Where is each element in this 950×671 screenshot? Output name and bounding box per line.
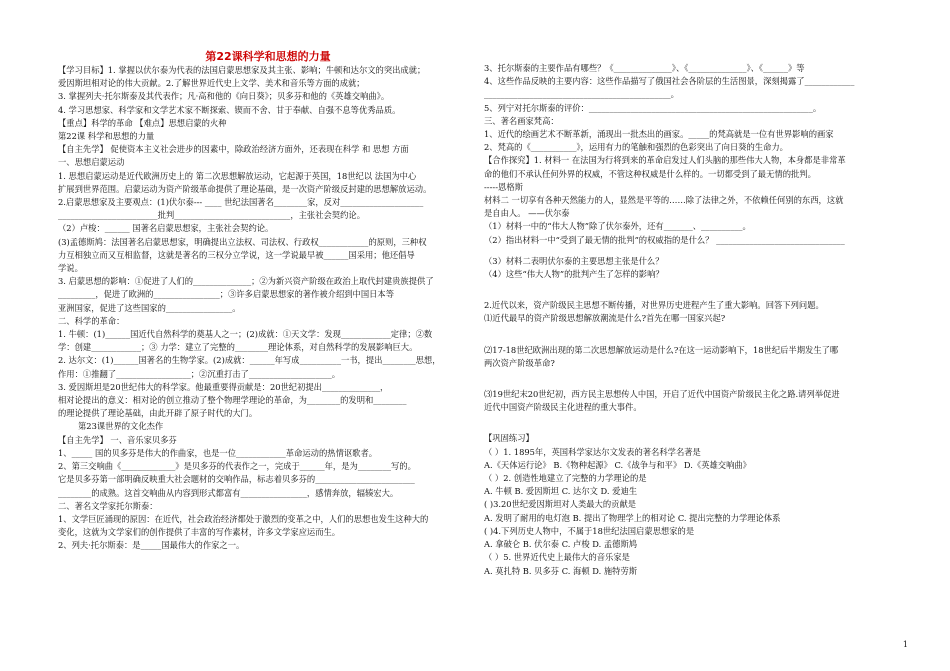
text-line: 1. 牛顿：(1)______国近代自然科学的奠基人之一；(2)成就：①天文学：发现____________定律；②数 (58, 329, 433, 340)
text-line: 扩展到世界范围。启蒙运动为资产阶级革命提供了理论基础，是一次资产阶级反封建的思想解放运动。 (58, 183, 432, 194)
text-line: ( )3.20世纪爱因斯坦对人类最大的贡献是 (484, 499, 637, 510)
text-line: 二、科学的革命： (58, 315, 125, 326)
text-line: 1、文学巨匠涌现的原因：在近代，社会政治经济都处于激烈的变革之中，人们的思想也发生这种大的 (58, 513, 429, 524)
right-column (484, 62, 906, 578)
text-line: 爱因斯坦相对论的伟大贡献。2.了解世界近代史上文学、美术和音乐等方面的成就； (58, 78, 365, 89)
page-number: 1 (902, 640, 908, 649)
text-line: 学说。 (58, 263, 83, 274)
text-line: -----恩格斯 (484, 181, 523, 192)
text-line: (3)孟德斯鸠：法国著名启蒙思想家，明确提出立法权、司法权、行政权____________的原则，三种权 (58, 236, 427, 247)
text-line: 2.近代以来，资产阶级民主思想不断传播，对世界历史进程产生了重大影响。回答下列问题。 (484, 300, 824, 311)
text-line: 的理论提供了理论基础，由此开辟了原子时代的大门。 (58, 408, 258, 419)
text-line: 第23课世界的文化杰作 (78, 421, 164, 432)
text-line: 两次资产阶级革命? (484, 357, 555, 368)
text-line: 二、著名文学家托尔斯泰： (58, 500, 158, 511)
text-line: 3. 爱因斯坦是20世纪伟大的科学家。他最重要得贡献是：20世纪初提出______________， (58, 381, 389, 392)
text-line: 1. 思想启蒙运动是近代欧洲历史上的 第二次思想解放运动，它起源于英国，18世纪以 法国为中心 (58, 170, 417, 181)
text-line: 【学习目标】1. 掌握以伏尔泰为代表的法国启蒙思想家及其主张、影响；牛顿和达尔文的突出成就； (58, 65, 426, 75)
text-line: 5、列宁对托尔斯泰的评价：______________________________________________________。 (484, 102, 822, 113)
text-line: （4）这些“伟大人物”的批判产生了怎样的影响？ (484, 269, 664, 280)
text-line: 2.启蒙思想家及主要观点：(1)伏尔泰--- ____ 世纪法国著名________家，反对____________________ (58, 197, 424, 208)
text-line: 4、这些作品反映的主要内容：这些作品描写了俄国社会各阶层的生活图景，深刻揭露了____________ (484, 76, 855, 87)
text-line: 2、第三交响曲《_____________》是贝多芬的代表作之一，完成于______年，是为________写的。 (58, 461, 416, 472)
text-line: 材料二 一切享有各种天然能力的人，显然是平等的……除了法律之外，不依赖任何别的东西，这就 (484, 195, 844, 206)
text-line: A. 莫扎特 B. 贝多芬 C. 海顿 D. 施特劳斯 (484, 565, 638, 576)
text-line: A. 牛顿 B. 爱因斯坦 C. 达尔文 D. 爱迪生 (484, 486, 638, 497)
text-line: 它是贝多芬第一部明确反映重大社会题材的交响作品，标志着贝多芬的________________________ (58, 474, 415, 485)
text-line: 一、思想启蒙运动 (58, 157, 125, 168)
text-line: 命的他们不承认任何外界的权威，不管这种权威是什么样的。一切都受到了最无情的批判。 (484, 168, 816, 179)
text-line: 3. 掌握列夫·托尔斯泰及其代表作；凡·高和他的《向日葵》；贝多芬和他的《英雄交响曲》。 (58, 91, 390, 102)
text-line: （2）卢梭：______ 国著名启蒙思想家，主张社会契约论。 (58, 223, 274, 234)
text-line: A. 发明了耐用的电灯泡 B. 提出了物理学上的相对论 C. 提出完整的力学理论体系 (484, 512, 781, 523)
text-line: ⑵17-18世纪欧洲出现的第二次思想解放运动是什么?在这一运动影响下，18世纪后半期发生了哪 (484, 344, 839, 355)
text-line: 三、著名画家梵高： (484, 115, 559, 126)
text-line: 2、列夫·托尔斯泰：是_____国最伟大的作家之一。 (58, 540, 245, 551)
text-line: 3、托尔斯泰的主要作品有哪些？《______________》、《______________》、《______》等 (484, 63, 805, 73)
text-line: 是自由人。 ——伏尔泰 (484, 208, 570, 219)
left-column (58, 50, 478, 553)
text-line: 亚洲国家，促进了这些国家的________________。 (58, 302, 241, 313)
text-line: （1）材料一中的“伟大人物”除了伏尔泰外，还有_______、__________。 (484, 221, 751, 232)
text-line: _____________________________________________。 (484, 89, 679, 100)
text-line: ________的成熟。这首交响曲从内容到形式都富有________________，感情奔放，辐辏宏大。 (58, 487, 399, 498)
text-line: 2、梵高的《___________》，运用有力的笔触和强烈的色彩突出了向日葵的生命力。 (484, 142, 788, 153)
text-line: 学：创建____________；③ 力学：建立了完整的________理论体系，对自然科学的发展影响巨大。 (58, 342, 418, 353)
text-line: 1、近代的绘画艺术不断革新，涌现出一批杰出的画家。_____的梵高就是一位有世界影响的画家 (484, 129, 834, 140)
text-line: 1、_____ 国的贝多芬是伟大的作曲家，也是一位____________革命运动的热情讴歌者。 (58, 447, 378, 458)
text-line: 作用：①推翻了__________________；②沉重打击了____________________。 (58, 368, 341, 379)
text-line: （ ）1. 1895年，英国科学家达尔文发表的著名科学名著是 (484, 446, 701, 457)
text-line: ⑴近代最早的资产阶级思想解放潮流是什么?首先在哪一国家兴起? (484, 313, 726, 324)
text-line: （3）材料二表明伏尔泰的主要思想主张是什么？ (484, 255, 664, 266)
text-line: 【自主先学】 促使资本主义社会进步的因素中，除政治经济方面外，还表现在科学 和 思想 方面 (58, 144, 409, 155)
text-line: 力互相独立而又互相监督，这就是著名的三权分立学说，这一学说最早被______国采用；他还倡导 (58, 249, 415, 260)
text-line: 相对论提出的意义：相对论的创立推动了整个物理学理论的革命，为________的发明和________ (58, 395, 407, 406)
text-line: 近代中国资产阶级民主化进程的重大事件。 (484, 402, 642, 413)
text-line: 第22课 科学和思想的力量 (58, 131, 155, 142)
text-line: 4. 学习思想家、科学家和文学艺术家不断探索、锲而不舍、甘于奉献、自强不息等优秀品质。 (58, 104, 401, 115)
text-line: ________________________批判____________________________，主张社会契约论。 (58, 210, 365, 221)
text-line: 【合作探究】1. 材料一 在法国为行将到来的革命启发过人们头脑的那些伟大人物，本身都是非常革 (484, 155, 846, 166)
text-line: （2）指出材料一中“受到了最无情的批判”的权威指的是什么？ _______________________________ (484, 234, 845, 245)
text-line: 2. 达尔文：(1)______国著名的生物学家。(2)成就：______年写成__________一书，提出________思想， (58, 355, 441, 366)
text-line: A. 拿破仑 B. 伏尔泰 C. 卢梭 D. 孟德斯鸠 (484, 539, 638, 550)
page-title: 第22课科学和思想的力量 (205, 50, 331, 63)
text-line: 【巩固练习】 (484, 433, 534, 444)
text-line: 变化，这就为文学家们的创作提供了丰富的写作素材，许多文学家应运而生。 (58, 527, 341, 538)
text-line: A.《天体运行论》 B.《物种起源》 C.《战争与和平》 D.《英雄交响曲》 (484, 459, 751, 470)
text-line: 3. 启蒙思想的影响：①促进了人们的______________；②为新兴资产阶级在政治上取代封建贵族提供了_________，促进了欧洲的________________；③许多启蒙思想家的著作被介绍到中国日本等 (58, 276, 434, 300)
text-line: ⑶19世纪末20世纪初，西方民主思想传人中国，开启了近代中国资产阶级民主化之路.请列举促进 (484, 389, 840, 400)
text-line: （ ）5. 世界近代史上最伟大的音乐家是 (484, 552, 630, 563)
text-line: 【重点】科学的革命 【难点】思想启蒙的火种 (58, 117, 227, 128)
text-line: （ ）2. 创造性地建立了完整的力学理论的是 (484, 473, 647, 484)
text-line: 【自主先学】 一、音乐家贝多芬 (58, 434, 177, 445)
text-line: ( )4.下列历史人物中，不属于18世纪法国启蒙思想家的是 (484, 525, 695, 536)
